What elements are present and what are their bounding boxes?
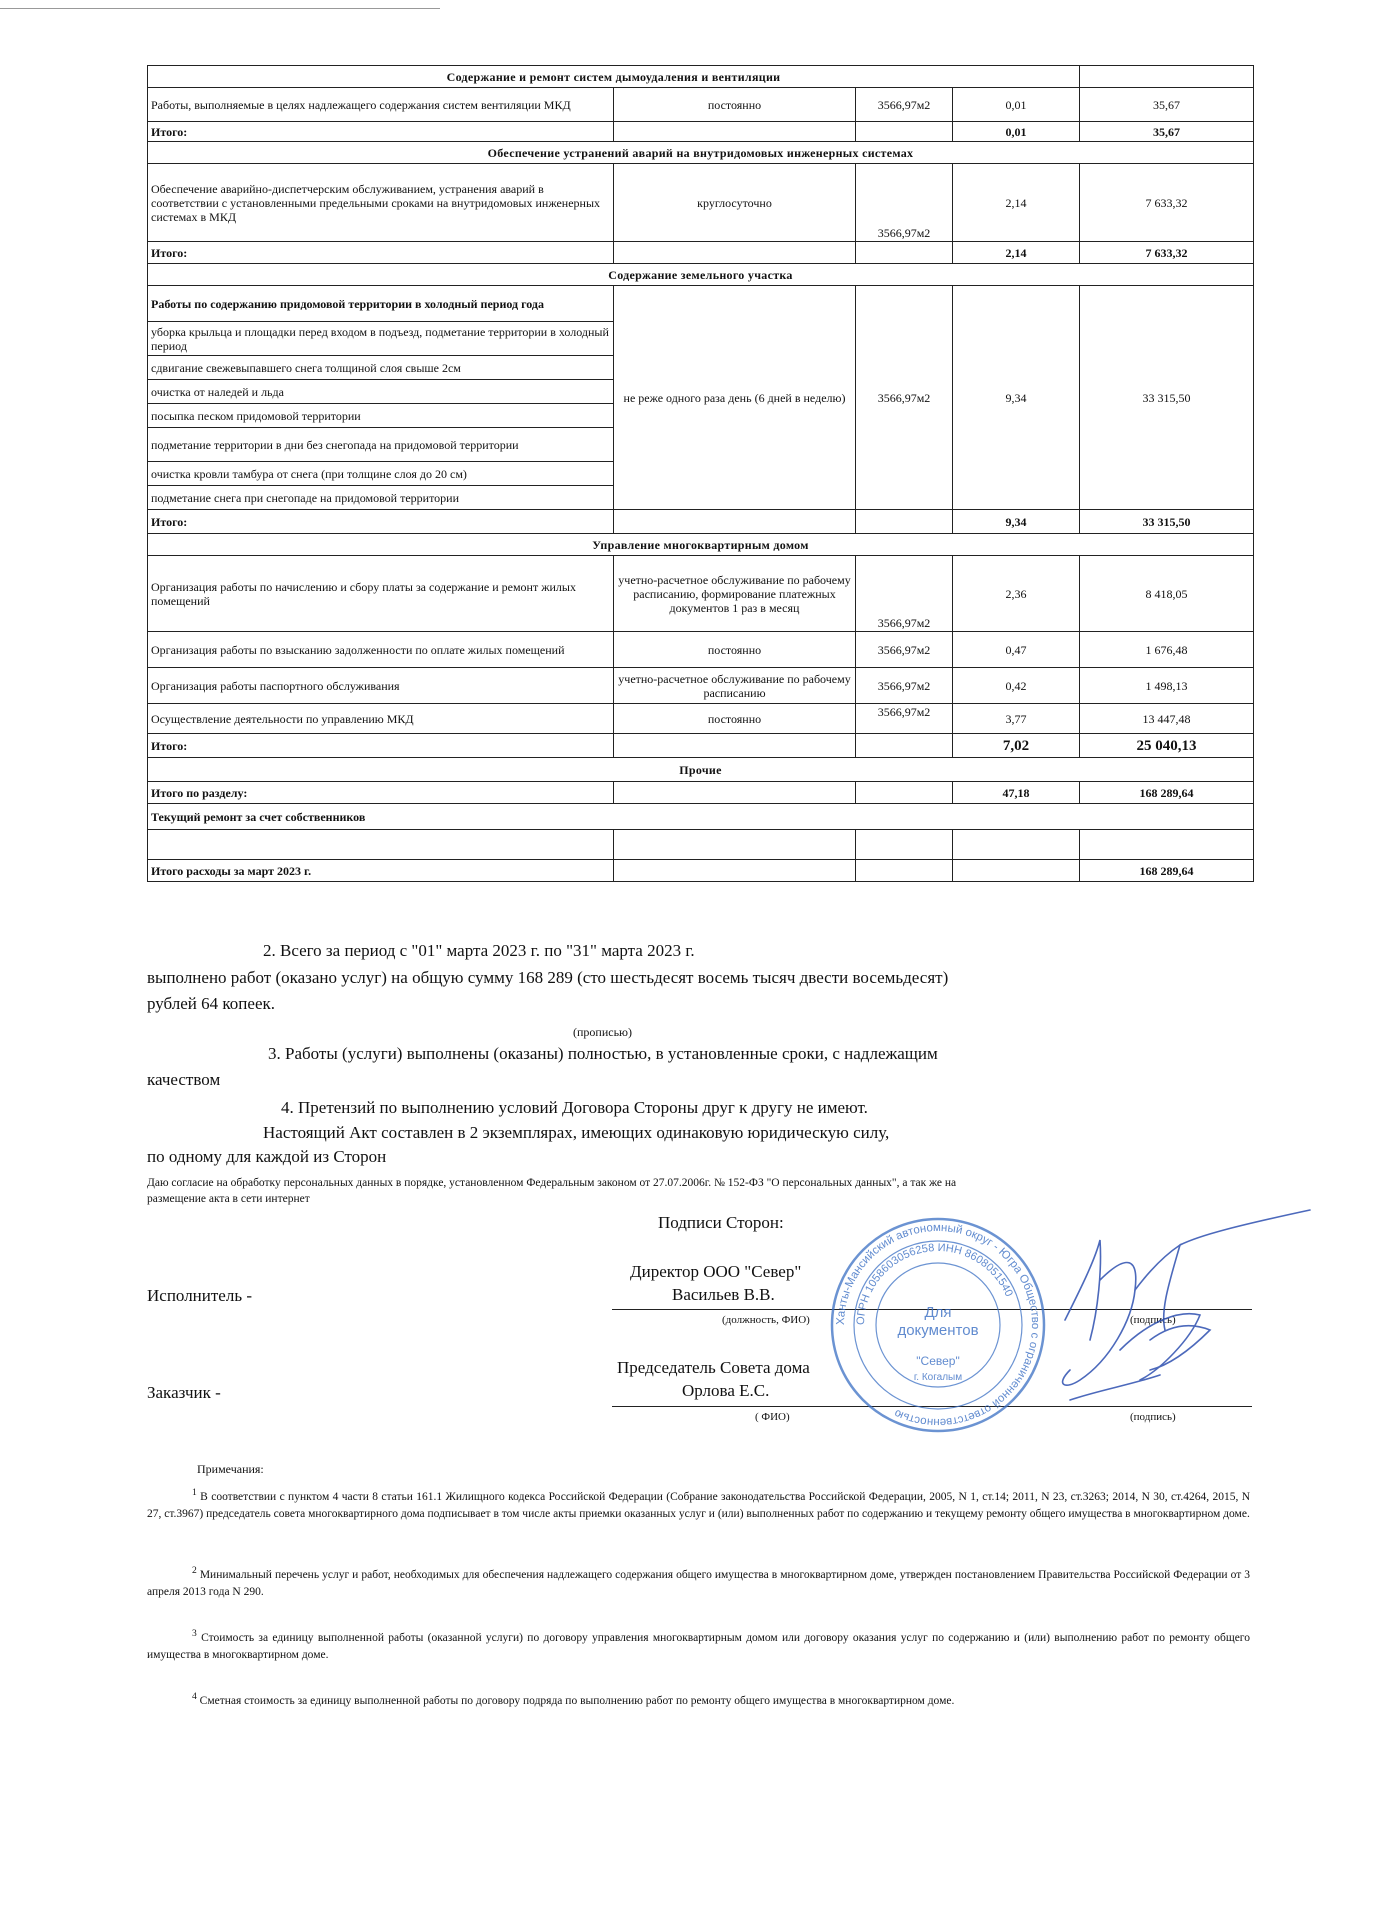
total-rate: 47,18: [953, 782, 1080, 804]
top-rule: [0, 8, 440, 9]
work-name: Организация работы паспортного обслуживания: [148, 668, 614, 704]
note-1: [147, 1484, 1250, 1523]
section-accident-header: [148, 142, 1254, 164]
total-sum: 168 289,64: [1080, 860, 1254, 882]
stamp-place-text: г. Когалым: [913, 1372, 963, 1383]
total-row: [148, 734, 1254, 758]
area: 3566,97м2: [856, 88, 953, 122]
area: 3566,97м2: [856, 632, 953, 668]
sum: 1 498,13: [1080, 668, 1254, 704]
work-name: Организация работы по начислению и сбору платы за содержание и ремонт жилых помещений: [148, 556, 614, 632]
work-name: очистка от наледей и льда: [148, 380, 614, 404]
note-2-text: Минимальный перечень услуг и работ, необходимых для обеспечения надлежащего содержания общего имущества в многоквартирном доме, утвержден постановлением Правительства Российской Федерации от 3 апреля 2013 года N 290.: [147, 1568, 1250, 1598]
sum: 8 418,05: [1080, 556, 1254, 632]
work-name: уборка крыльца и площадки перед входом в подъезд, подметание территории в холодный период: [148, 322, 614, 356]
note-1-number: 1: [192, 1487, 197, 1498]
area: 3566,97м2: [856, 704, 953, 734]
section-title: Прочие: [148, 758, 1254, 782]
expenses-total-row: [148, 860, 1254, 882]
rate: 0,01: [953, 88, 1080, 122]
paragraph-2-line-1: 2. Всего за период с "01" марта 2023 г. по "31" марта 2023 г.: [263, 941, 695, 960]
area: 3566,97м2: [856, 286, 953, 510]
total-sum: 35,67: [1080, 122, 1254, 142]
total-row: [148, 122, 1254, 142]
rate: 3,77: [953, 704, 1080, 734]
empty-row: [148, 830, 1254, 860]
total-row: [148, 510, 1254, 534]
total-label: Итого:: [148, 510, 614, 534]
table-row: [148, 88, 1254, 122]
company-stamp: [828, 1215, 1048, 1435]
customer-label: Заказчик -: [147, 1383, 221, 1402]
work-name: посыпка песком придомовой территории: [148, 404, 614, 428]
frequency: не реже одного раза день (6 дней в неделю): [614, 286, 856, 510]
note-4-number: 4: [192, 1691, 197, 1702]
paragraph-3-line-1: 3. Работы (услуги) выполнены (оказаны) полностью, в установленные сроки, с надлежащим: [268, 1044, 938, 1063]
table-row: [148, 632, 1254, 668]
customer-caption: ( ФИО): [755, 1411, 790, 1423]
handwritten-signatures: [1040, 1200, 1320, 1420]
total-rate: 0,01: [953, 122, 1080, 142]
rate: 9,34: [953, 286, 1080, 510]
table-row: [148, 668, 1254, 704]
executor-position: Директор ООО "Север": [630, 1262, 802, 1281]
notes-title: Примечания:: [197, 1462, 264, 1476]
note-3: [147, 1625, 1250, 1664]
total-label: Итого:: [148, 122, 614, 142]
rate: 0,47: [953, 632, 1080, 668]
section-title: Обеспечение устранений аварий на внутридомовых инженерных системах: [148, 142, 1254, 164]
frequency: учетно-расчетное обслуживание по рабочему расписанию: [614, 668, 856, 704]
work-name: Организация работы по взысканию задолженности по оплате жилых помещений: [148, 632, 614, 668]
table-row: [148, 704, 1254, 734]
stamp-center-line-2: документов: [897, 1322, 979, 1339]
total-sum: 25 040,13: [1080, 734, 1254, 758]
work-name: подметание снега при снегопаде на придомовой территории: [148, 486, 614, 510]
total-sum: 168 289,64: [1080, 782, 1254, 804]
total-rate: 7,02: [953, 734, 1080, 758]
area: 3566,97м2: [856, 556, 953, 632]
customer-name: Орлова Е.С.: [682, 1381, 770, 1400]
stamp-center-line-1: Для: [924, 1304, 952, 1321]
customer-position: Председатель Совета дома: [617, 1358, 810, 1377]
total-sum: 33 315,50: [1080, 510, 1254, 534]
sum: 35,67: [1080, 88, 1254, 122]
work-name: подметание территории в дни без снегопада на придомовой территории: [148, 428, 614, 462]
section-mgmt-header: [148, 534, 1254, 556]
note-4-text: Сметная стоимость за единицу выполненной работы по договору подряда по выполнению работ по ремонту общего имущества в многоквартирном доме.: [196, 1694, 955, 1707]
total-row: [148, 242, 1254, 264]
total-label: Итого:: [148, 242, 614, 264]
note-1-text: В соответствии с пунктом 4 части 8 статьи 161.1 Жилищного кодекса Российской Федерации (Собрание законодательства Российской Федерации, 2005, N 1, ст.14; 2011, N 23, ст.3263; 2014, N 30, ст.4264, 2015, N 27, ст.3967) председатель совета многоквартирного дома подписывает в том числе акты приемки оказанных услуг и (или) выполненных работ по содержанию и текущему ремонту общего имущества в многоквартирном доме.: [147, 1490, 1250, 1520]
sum: 33 315,50: [1080, 286, 1254, 510]
work-name: сдвигание свежевыпавшего снега толщиной слоя свыше 2см: [148, 356, 614, 380]
total-rate: 2,14: [953, 242, 1080, 264]
stamp-middle-text: ОГРН 1058603056258 ИНН 8608051540: [854, 1241, 1015, 1326]
section-title: Управление многоквартирным домом: [148, 534, 1254, 556]
consent-line-2: размещение акта в сети интернет: [147, 1193, 310, 1205]
frequency: постоянно: [614, 704, 856, 734]
stamp-bottom-text: "Север": [916, 1354, 960, 1368]
total-label: Итого:: [148, 734, 614, 758]
executor-sign-caption: (подпись): [1130, 1314, 1176, 1326]
section-land-header: [148, 264, 1254, 286]
work-name: Работы по содержанию придомовой территории в холодный период года: [148, 286, 614, 322]
executor-caption: (должность, ФИО): [722, 1314, 810, 1326]
table-row: [148, 556, 1254, 632]
note-3-text: Стоимость за единицу выполненной работы (оказанной услуги) по договору управления многоквартирным домом или договору оказания услуг по содержанию и (или) выполнению работ по ремонту общего имущества в многоквартирном доме.: [147, 1631, 1250, 1661]
rate: 0,42: [953, 668, 1080, 704]
table-row: [148, 286, 1254, 322]
section-title: Содержание и ремонт систем дымоудаления и вентиляции: [148, 66, 1080, 88]
stamp-outer-text: Ханты-Мансийский автономный округ - Югра Общество с ограниченной ответственностью: [834, 1221, 1042, 1429]
section-title: Содержание земельного участка: [148, 264, 1254, 286]
sum: 1 676,48: [1080, 632, 1254, 668]
paragraph-3-line-2: качеством: [147, 1070, 221, 1089]
in-words-caption: (прописью): [573, 1025, 633, 1039]
sum: 13 447,48: [1080, 704, 1254, 734]
repair-header: [148, 804, 1254, 830]
section-smoke-header: [148, 66, 1254, 88]
total-label: Итого расходы за март 2023 г.: [148, 860, 614, 882]
table-row: [148, 164, 1254, 242]
consent-line-1: Даю согласие на обработку персональных данных в порядке, установленном Федеральным законом от 27.07.2006г. № 152-ФЗ "О персональных данных", а так же на: [147, 1177, 957, 1189]
services-table: [147, 65, 1254, 882]
total-label: Итого по разделу:: [148, 782, 614, 804]
note-4: [147, 1688, 1250, 1710]
sum: 7 633,32: [1080, 164, 1254, 242]
paragraph-2-line-2: выполнено работ (оказано услуг) на общую сумму 168 289 (сто шестьдесят восемь тысяч двести восемьдесят): [147, 968, 949, 987]
area: 3566,97м2: [856, 668, 953, 704]
paragraph-4: 4. Претензий по выполнению условий Договора Стороны друг к другу не имеют.: [281, 1098, 868, 1117]
paragraph-5-line-1: Настоящий Акт составлен в 2 экземплярах, имеющих одинаковую юридическую силу,: [263, 1123, 890, 1142]
work-name: Работы, выполняемые в целях надлежащего содержания систем вентиляции МКД: [148, 88, 614, 122]
note-3-number: 3: [192, 1628, 197, 1639]
note-2-number: 2: [192, 1565, 197, 1576]
executor-name: Васильев В.В.: [672, 1285, 775, 1304]
executor-label: Исполнитель -: [147, 1286, 252, 1305]
frequency: постоянно: [614, 632, 856, 668]
customer-sign-caption: (подпись): [1130, 1411, 1176, 1423]
paragraph-2-line-3: рублей 64 копеек.: [147, 994, 275, 1013]
total-rate: 9,34: [953, 510, 1080, 534]
work-name: Осуществление деятельности по управлению МКД: [148, 704, 614, 734]
rate: 2,36: [953, 556, 1080, 632]
note-2: [147, 1562, 1250, 1601]
frequency: постоянно: [614, 88, 856, 122]
section-other-header: [148, 758, 1254, 782]
section-total-row: [148, 782, 1254, 804]
frequency: учетно-расчетное обслуживание по рабочему расписанию, формирование платежных документов 1 раз в месяц: [614, 556, 856, 632]
signatures-title: Подписи Сторон:: [658, 1213, 784, 1232]
work-name: очистка кровли тамбура от снега (при толщине слоя до 20 см): [148, 462, 614, 486]
rate: 2,14: [953, 164, 1080, 242]
frequency: круглосуточно: [614, 164, 856, 242]
section-title: Текущий ремонт за счет собственников: [148, 804, 1254, 830]
total-sum: 7 633,32: [1080, 242, 1254, 264]
work-name: Обеспечение аварийно-диспетчерским обслуживанием, устранения аварий в соответствии с установленными предельными сроками на внутридомовых инженерных системах в МКД: [148, 164, 614, 242]
area: 3566,97м2: [856, 164, 953, 242]
paragraph-5-line-2: по одному для каждой из Сторон: [147, 1147, 387, 1166]
